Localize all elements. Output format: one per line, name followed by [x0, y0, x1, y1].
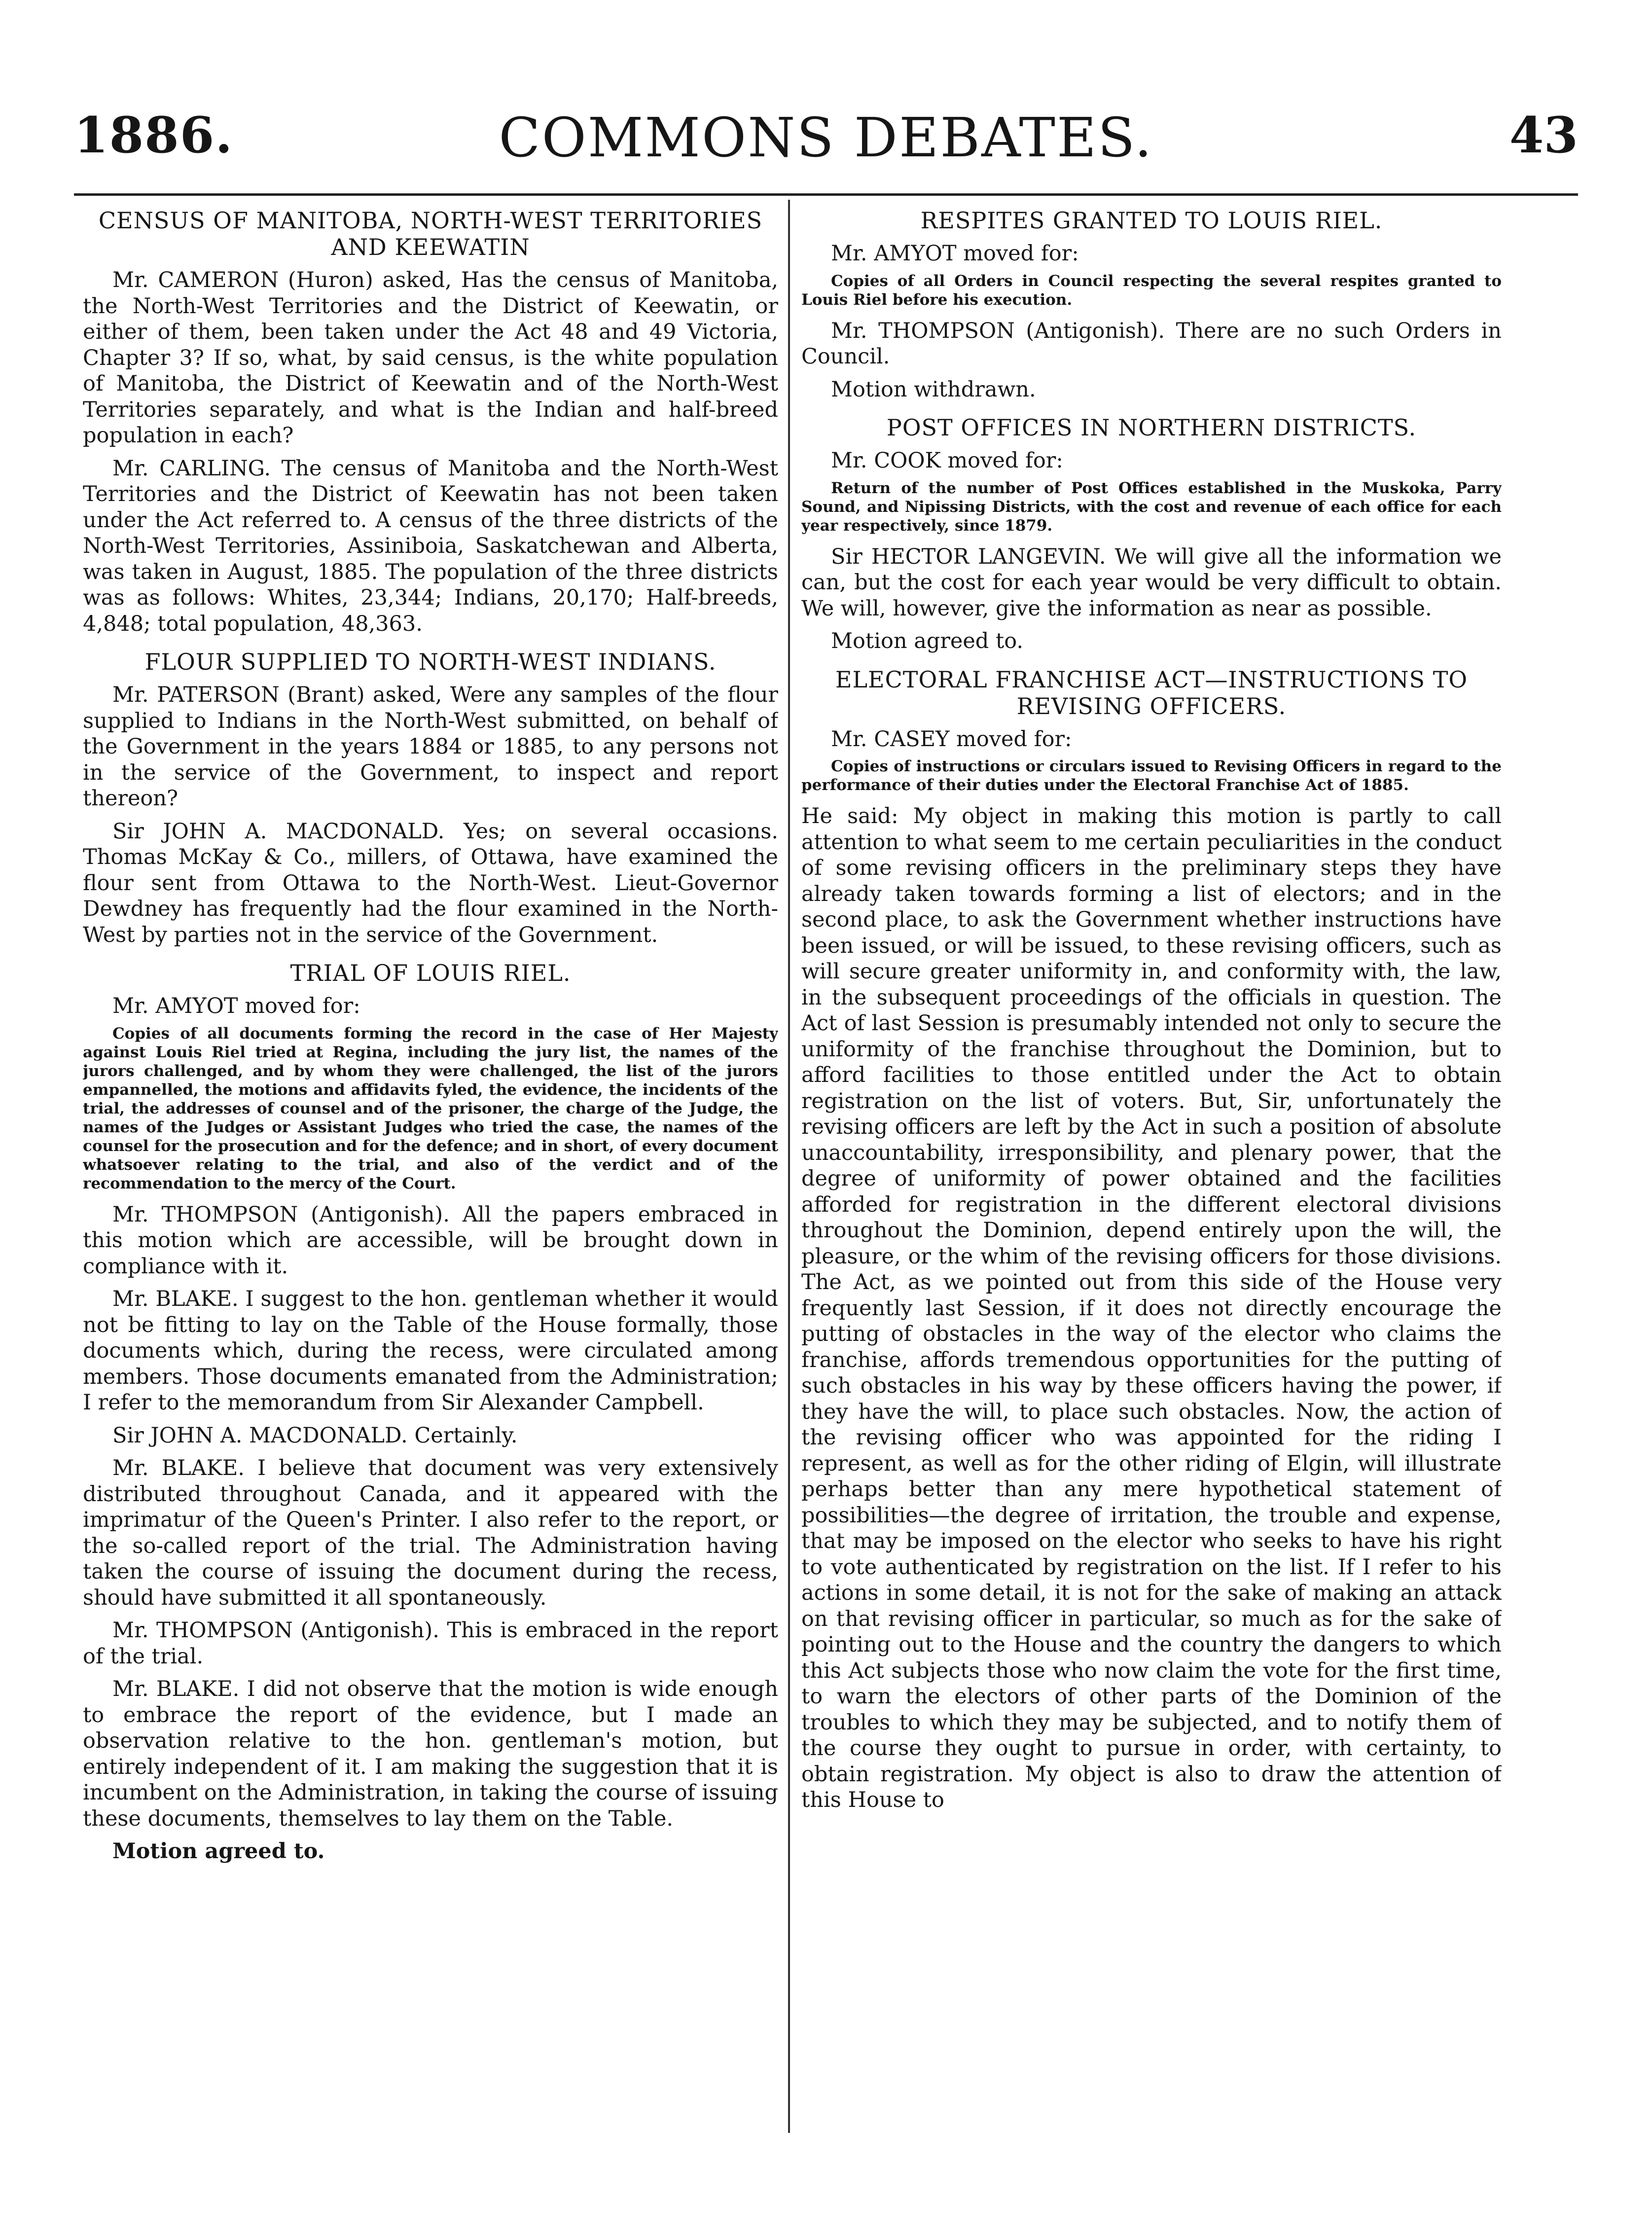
paragraph: Mr. CASEY moved for:	[831, 726, 1072, 752]
section-heading: CENSUS OF MANITOBA, NORTH-WEST TERRITORIES AND KEEWATIN	[98, 207, 763, 260]
section-heading: ELECTORAL FRANCHISE ACT—INSTRUCTIONS TO REVISING OFFICERS.	[835, 666, 1468, 720]
motion-text: Copies of all Orders in Council respecting the several respites granted to Louis Riel before his execution.	[801, 272, 1502, 309]
left-column	[83, 207, 778, 2130]
paragraph: Mr. THOMPSON (Antigonish). This is embraced in the report of the trial.	[83, 1618, 778, 1669]
paragraph: Sir JOHN A. MACDONALD. Certainly.	[112, 1423, 518, 1448]
section-heading: TRIAL OF LOUIS RIEL.	[290, 960, 571, 986]
paragraph: Motion agreed to.	[831, 629, 1024, 653]
paragraph: Motion agreed to.	[112, 1839, 325, 1864]
paragraph: Sir HECTOR LANGEVIN. We will give all the information we can, but the cost for each year would be very difficult to obtain. We will, however, give the information as near as possible.	[801, 544, 1502, 621]
paragraph: Mr. COOK moved for:	[831, 448, 1063, 473]
publication-title: COMMONS DEBATES.	[499, 106, 1153, 169]
paragraph: Mr. AMYOT moved for:	[112, 994, 360, 1018]
page-number: 43	[1509, 106, 1578, 164]
motion-text: Return of the number of Post Offices established in the Muskoka, Parry Sound, and Nipissing Districts, with the cost and revenue of each office for each year respectively, since 1879.	[801, 479, 1502, 535]
page-header	[74, 106, 1578, 180]
section-heading: POST OFFICES IN NORTHERN DISTRICTS.	[886, 414, 1417, 441]
right-column	[801, 207, 1502, 2130]
paragraph: Motion withdrawn.	[831, 377, 1036, 402]
header-rule	[74, 193, 1578, 196]
paragraph: Mr. CARLING. The census of Manitoba and the North-West Territories and the District of Keewatin has not been taken under the Act referred to. A census of the three districts of the North-West Territories, Assiniboia, Saskatchewan and Alberta, was taken in August, 1885. The population of the three districts was as follows: Whites, 23,344; Indians, 20,170; Half-breeds, 4,848; total population, 48,363.	[83, 456, 778, 636]
paragraph: Sir JOHN A. MACDONALD. Yes; on several occasions. Thomas McKay & Co., millers, of Ottawa, have examined the flour sent from Ottawa to the North-West. Lieut-Governor Dewdney has frequently had the flour examined in the North-West by parties not in the service of the Government.	[83, 819, 778, 947]
paragraph: Mr. BLAKE. I suggest to the hon. gentleman whether it would not be fitting to lay on the Table of the House formally, those documents which, during the recess, were circulated among members. Those documents emanated from the Administration; I refer to the memorandum from Sir Alexander Campbell.	[83, 1287, 778, 1415]
motion-text: Copies of all documents forming the record in the case of Her Majesty against Louis Riel tried at Regina, including the jury list, the names of the jurors challenged, and by whom they were challenged, the list of the jurors empannelled, the motions and affidavits fyled, the evidence, the incidents of the trial, the addresses of counsel and of the prisoner, the charge of the Judge, the names of the Judges or Assistant Judges who tried the case, the names of the counsel for the prosecution and for the defence; and in short, of every document whatsoever relating to the trial, and also of the verdict and of the recommendation to the mercy of the Court.	[83, 1024, 778, 1192]
paragraph: Mr. CAMERON (Huron) asked, Has the census of Manitoba, the North-West Territories and the District of Keewatin, or either of them, been taken under the Act 48 and 49 Victoria, Chapter 3? If so, what, by said census, is the white population of Manitoba, the District of Keewatin and of the North-West Territories separately, and what is the Indian and half-breed population in each?	[83, 268, 778, 448]
motion-text: Copies of instructions or circulars issued to Revising Officers in regard to the performance of their duties under the Electoral Franchise Act of 1885.	[801, 757, 1502, 794]
paragraph: He said: My object in making this motion is partly to call attention to what seem to me certain peculiarities in the conduct of some revising officers in the preliminary steps they have already taken towards forming a list of electors; and in the second place, to ask the Government whether instructions have been issued, or will be issued, to these revising officers, such as will secure greater uniformity in, and conformity with, the law, in the subsequent proceedings of the officials in question. The Act of last Session is presumably intended not only to secure the uniformity of the franchise throughout the Dominion, but to afford facilities to those entitled under the Act to obtain registration on the list of voters. But, Sir, unfortunately the revising officers are left by the Act in such a position of absolute unaccountability, irresponsibility, and plenary power, that the degree of uniformity of power obtained and the facilities afforded for registration in the different electoral divisions throughout the Dominion, depend entirely upon the will, the pleasure, or the whim of the revising officers for those divisions. The Act, as we pointed out from this side of the House very frequently last Session, if it does not directly encourage the putting of obstacles in the way of the elector who claims the franchise, affords tremendous opportunities for the putting of such obstacles in his way by these officers having the power, if they have the will, to place such obstacles. Now, the action of the revising officer who was appointed for the riding I represent, as well as for the other riding of Elgin, will illustrate perhaps better than any mere hypothetical statement of possibilities—the degree of irritation, the trouble and expense, that may be imposed on the elector who seeks to have his right to vote authenticated by registration on the list. If I refer to his actions in some detail, it is not for the sake of making an attack on that revising officer in particular, so much as for the sake of pointing out to the House and the country the dangers to which this Act subjects those who now claim the vote for the first time, to warn the electors of other parts of the Dominion of the troubles to which they may be subjected, and to notify them of the course they ought to pursue in order, with certainty, to obtain registration. My object is also to draw the attention of this House to	[801, 804, 1502, 1812]
section-heading: RESPITES GRANTED TO LOUIS RIEL.	[920, 207, 1383, 234]
paragraph: Mr. THOMPSON (Antigonish). All the papers embraced in this motion which are accessible, will be brought down in compliance with it.	[83, 1202, 778, 1279]
paragraph: Mr. AMYOT moved for:	[831, 241, 1079, 266]
paragraph: Mr. THOMPSON (Antigonish). There are no such Orders in Council.	[801, 318, 1502, 369]
column-divider	[788, 200, 790, 2133]
section-heading: FLOUR SUPPLIED TO NORTH-WEST INDIANS.	[144, 648, 717, 675]
paragraph: Mr. BLAKE. I did not observe that the motion is wide enough to embrace the report of the evidence, but I made an observation relative to the hon. gentleman's motion, but entirely independent of it. I am making the suggestion that it is incumbent on the Administration, in taking the course of issuing these documents, themselves to lay them on the Table.	[83, 1677, 778, 1831]
paragraph: Mr. PATERSON (Brant) asked, Were any samples of the flour supplied to Indians in the North-West submitted, on behalf of the Government in the years 1884 or 1885, to any persons not in the service of the Government, to inspect and report thereon?	[83, 683, 778, 811]
paragraph: Mr. BLAKE. I believe that document was very extensively distributed throughout Canada, and it appeared with the imprimatur of the Queen's Printer. I also refer to the report, or the so-called report of the trial. The Administration having taken the course of issuing the document during the recess, should have submitted it all spontaneously.	[83, 1456, 778, 1610]
year: 1886.	[74, 106, 234, 164]
